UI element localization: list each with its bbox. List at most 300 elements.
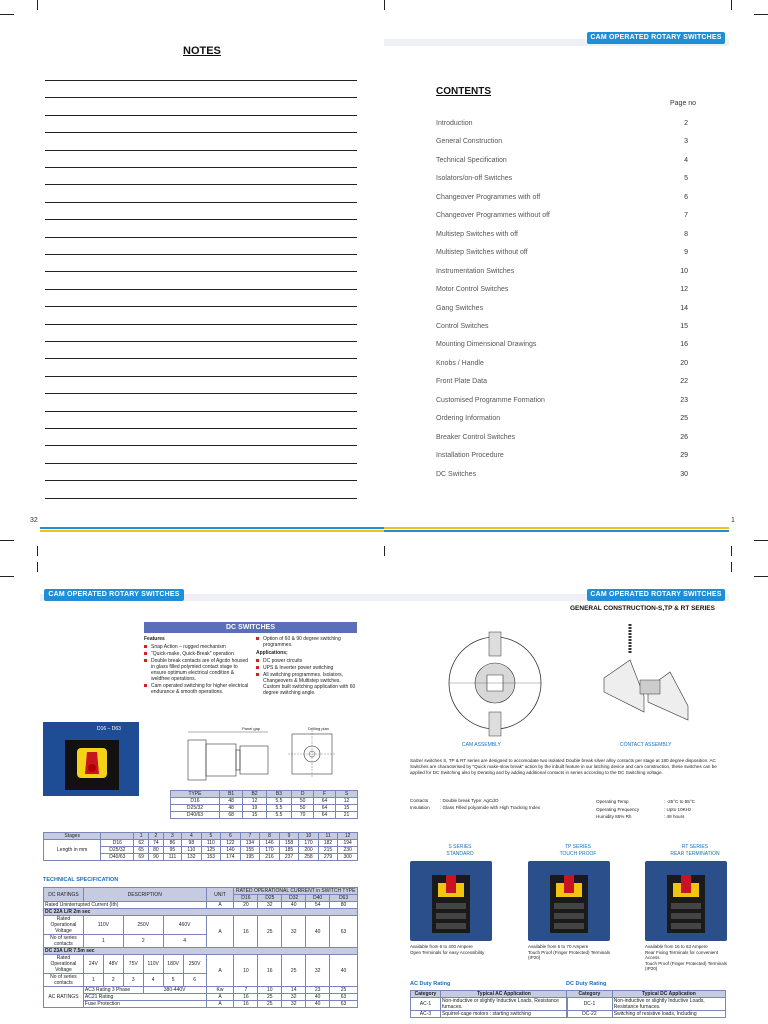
series-notes: [645, 944, 729, 972]
stages-cell: 158: [279, 840, 299, 847]
contents-item-label: Changeover Programmes with off: [436, 193, 541, 201]
spec-label: Operating Temp: [596, 799, 629, 804]
stages-cell: 95: [163, 847, 181, 854]
crop-mark: [731, 0, 732, 10]
duty-header: Category: [411, 991, 441, 998]
duty-header: Category: [567, 991, 613, 998]
stages-header: [101, 833, 134, 840]
contents-item-label: Front Plate Data: [436, 378, 487, 386]
table-row: [567, 998, 726, 1011]
value-cell: 40: [306, 994, 330, 1001]
crop-mark: [384, 546, 385, 556]
spec-row: [596, 806, 695, 814]
value-cell: 40: [282, 902, 306, 909]
feature-item: "Quick-make, Quick-Break" operation: [144, 651, 250, 657]
series-photo: [410, 861, 492, 941]
value-cell: 7: [234, 987, 258, 994]
note-line: [45, 393, 357, 394]
series-label: No of series contacts: [44, 935, 84, 948]
stages-cell: 98: [182, 840, 202, 847]
crop-mark: [754, 540, 768, 541]
value-cell: 16: [234, 1001, 258, 1008]
application-item: DC power circuits: [256, 658, 358, 664]
dim-cell: 19: [243, 805, 266, 812]
table-row: [44, 916, 358, 935]
spec-value: : Upto 10KHz: [664, 806, 692, 812]
duty-cell: AC-3: [411, 1011, 441, 1018]
stages-cell: 62: [134, 840, 149, 847]
table-row: [411, 991, 568, 998]
stages-header: 9: [279, 833, 299, 840]
feature-item: Cam operated switching for higher electrical endurance & smooth operations.: [144, 683, 250, 695]
type-header: D25: [258, 895, 282, 902]
table-row: [171, 812, 358, 819]
voltage-cell: 75V: [123, 955, 143, 974]
contents-item-label: Ordering Information: [436, 415, 501, 423]
contents-item-page: 10: [680, 267, 688, 275]
features-title: Features: [144, 636, 165, 642]
cam-assembly-icon: [440, 628, 550, 740]
ac-desc: AC3 Rating 3 Phase: [83, 987, 143, 994]
series-cell: 3: [123, 974, 143, 987]
contents-item-label: DC Switches: [436, 470, 477, 478]
stages-header: 12: [338, 833, 358, 840]
note-line: [45, 97, 357, 98]
contents-item[interactable]: [436, 452, 688, 462]
note-line: [45, 306, 357, 307]
table-row: [411, 1011, 568, 1018]
stages-cell: 279: [318, 854, 338, 861]
unit-cell: Kw: [206, 987, 234, 994]
dc-switch-photo: [43, 722, 139, 796]
duty-cell: Switching of resistive loads, Including: [612, 1011, 725, 1018]
voltage-cell: 460V: [163, 916, 206, 935]
contents-item-label: Instrumentation Switches: [436, 267, 515, 275]
contents-item-page: 15: [680, 322, 688, 330]
duty-cell: Non-inductive or slightly Inductive Loads, Resistance furnaces.: [440, 998, 567, 1011]
series-note: Available from 6 to 70 Ampere: [528, 944, 589, 949]
stages-cell: 125: [201, 847, 221, 854]
series-notes: [410, 944, 494, 955]
stages-header: 4: [182, 833, 202, 840]
spec-value: : 48 hours: [664, 814, 685, 819]
note-line: [45, 271, 357, 272]
note-line: [45, 445, 357, 446]
stages-table: [43, 832, 358, 861]
stages-cell: 170: [260, 847, 280, 854]
dim-cell: 64: [314, 805, 336, 812]
voltage-cell: 48V: [103, 955, 123, 974]
dc-ratings-header: DC RATINGS: [44, 888, 84, 902]
voltage-label: Rated Operational Voltage: [44, 955, 84, 974]
value-cell: 40: [330, 955, 358, 987]
table-row: [171, 798, 358, 805]
value-cell: 25: [258, 916, 282, 948]
dim-cell: 50: [292, 798, 314, 805]
table-row: [44, 955, 358, 974]
value-cell: 40: [306, 1001, 330, 1008]
stages-cell: D25/32: [101, 847, 134, 854]
footer-rule-yellow: [40, 530, 385, 532]
stages-cell: 110: [201, 840, 221, 847]
contents-item-label: Motor Control Switches: [436, 286, 509, 294]
stages-header: 8: [260, 833, 280, 840]
dim-cell: D16: [171, 798, 220, 805]
page-no-header: Page no: [670, 100, 697, 107]
contents-item-page: 9: [684, 249, 688, 257]
stages-cell: 80: [149, 847, 164, 854]
stages-cell: 237: [279, 854, 299, 861]
series-sub: STANDARD: [446, 851, 474, 857]
dimension-drawing: [180, 724, 360, 790]
contents-item-label: Multistep Switches with off: [436, 230, 518, 238]
stages-cell: 258: [299, 854, 319, 861]
contents-item[interactable]: [436, 471, 688, 481]
contact-assembly-drawing: [590, 620, 710, 740]
contents-item[interactable]: [436, 434, 688, 444]
contact-assembly-label: CONTACT ASSEMBLY: [620, 742, 672, 748]
stages-cell: 195: [240, 854, 260, 861]
crop-mark: [0, 576, 14, 577]
crop-mark: [0, 540, 14, 541]
contents-item[interactable]: [436, 323, 688, 333]
dim-cell: 5.5: [266, 798, 291, 805]
series-cell: 6: [183, 974, 206, 987]
note-line: [45, 202, 357, 203]
ac-duty-table: [410, 990, 568, 1018]
type-header: D16: [234, 895, 258, 902]
stages-cell: 90: [149, 854, 164, 861]
series-cell: 1: [83, 974, 103, 987]
contents-item[interactable]: [436, 305, 688, 315]
contents-item-page: 26: [680, 433, 688, 441]
dim-cell: 64: [314, 812, 336, 819]
series-name: RT SERIES: [681, 844, 709, 850]
rated-uninterrupted-label: Rated Uninterrupted Current (Ith): [44, 902, 207, 909]
dc-duty-title: DC Duty Rating: [566, 981, 607, 987]
note-line: [45, 150, 357, 151]
spec-row: [596, 798, 695, 806]
dim-cell: 48: [219, 805, 242, 812]
contents-item-label: Changeover Programmes without off: [436, 212, 550, 220]
type-header: D63: [330, 895, 358, 902]
dim-header: S: [336, 791, 358, 798]
contents-item-page: 29: [680, 452, 688, 460]
value-cell: 10: [234, 955, 258, 987]
brand-badge: CAM OPERATED ROTARY SWITCHES: [44, 589, 184, 601]
dim-cell: 15: [336, 805, 358, 812]
series-cell: 1: [83, 935, 123, 948]
contents-item[interactable]: [436, 157, 688, 167]
dc-duty-table: [566, 990, 726, 1018]
stages-cell: 111: [163, 854, 181, 861]
drilling-plan-label: Drilling plan: [308, 726, 329, 731]
contents-item[interactable]: [436, 138, 688, 148]
general-construction-title: GENERAL CONSTRUCTION-S,TP & RT SERIES: [570, 605, 715, 612]
value-cell: 23: [306, 987, 330, 994]
crop-mark: [384, 0, 385, 10]
panel-gap-label: Panel gap: [242, 726, 261, 731]
footer-rule-blue: [40, 527, 385, 529]
stages-cell: 153: [201, 854, 221, 861]
dim-cell: 21: [336, 812, 358, 819]
contents-title: CONTENTS: [436, 86, 491, 97]
note-line: [45, 480, 357, 481]
contents-item-page: 14: [680, 304, 688, 312]
unit-cell: A: [206, 1001, 234, 1008]
contents-item[interactable]: [436, 415, 688, 425]
contents-item-label: Gang Switches: [436, 304, 484, 312]
notes-title: NOTES: [183, 45, 221, 57]
note-line: [45, 498, 357, 499]
note-line: [45, 254, 357, 255]
stages-cell: 140: [221, 847, 241, 854]
value-cell: 80: [330, 902, 358, 909]
stages-cell: 215: [318, 847, 338, 854]
brand-badge: CAM OPERATED ROTARY SWITCHES: [587, 32, 725, 44]
value-cell: 16: [258, 955, 282, 987]
rotary-switch-icon: [645, 861, 727, 941]
application-item: All switching programmes. Isolators, Changeovers & Multistep switches. Custom built switching application with 60 degree switching angle.: [256, 672, 358, 696]
note-line: [45, 115, 357, 116]
stages-cell: 132: [182, 854, 202, 861]
crop-mark: [754, 576, 768, 577]
stages-cell: 146: [260, 840, 280, 847]
stages-cell: 200: [299, 847, 319, 854]
table-row: [44, 987, 358, 994]
table-row: [44, 948, 358, 955]
note-line: [45, 324, 357, 325]
contents-item[interactable]: [436, 397, 688, 407]
stages-header: Stages: [44, 833, 101, 840]
dim-header: B3: [266, 791, 291, 798]
note-line: [45, 411, 357, 412]
voltage-cell: 24V: [83, 955, 103, 974]
value-cell: 54: [306, 902, 330, 909]
contents-item[interactable]: [436, 231, 688, 241]
rotary-switch-icon: [43, 722, 139, 796]
duty-header: Typical AC Application: [440, 991, 567, 998]
contents-item-label: Knobs / Handle: [436, 359, 484, 367]
stages-cell: 170: [299, 840, 319, 847]
dim-cell: 64: [314, 798, 336, 805]
features-list: [144, 644, 250, 695]
note-line: [45, 184, 357, 185]
photo-label: D16 – D63: [97, 726, 121, 732]
contents-item[interactable]: [436, 212, 688, 222]
series-photo: [645, 861, 727, 941]
contents-item-page: 3: [684, 138, 688, 146]
note-line: [45, 376, 357, 377]
stages-header: 5: [201, 833, 221, 840]
value-cell: 63: [330, 916, 358, 948]
table-row: [44, 909, 358, 916]
table-row: [171, 805, 358, 812]
table-row: [44, 888, 358, 895]
contents-item[interactable]: [436, 268, 688, 278]
duty-cell: Non-inductive or slightly Inductive Loads, Resistance furnaces.: [612, 998, 725, 1011]
stages-header: 1: [134, 833, 149, 840]
ac-volt: 380-440V: [143, 987, 206, 994]
note-line: [45, 341, 357, 342]
contents-item-page: 25: [680, 415, 688, 423]
dc-switches-title: DC SWITCHES: [144, 622, 357, 633]
dim-cell: 15: [243, 812, 266, 819]
series-cell: 5: [163, 974, 183, 987]
series-note: Open Terminals for easy Accessibility: [410, 949, 485, 955]
type-header: D32: [282, 895, 306, 902]
series-cell: 2: [103, 974, 123, 987]
duty-cell: DC-22: [567, 1011, 613, 1018]
dim-cell: 48: [219, 798, 242, 805]
stages-cell: 134: [240, 840, 260, 847]
contents-item-label: Installation Procedure: [436, 452, 504, 460]
value-cell: 10: [258, 987, 282, 994]
ac-duty-title: AC Duty Rating: [410, 981, 451, 987]
dim-header: B1: [219, 791, 242, 798]
stages-cell: D16: [101, 840, 134, 847]
contents-item-page: 8: [684, 230, 688, 238]
value-cell: 14: [282, 987, 306, 994]
voltage-label: Rated Operational Voltage: [44, 916, 84, 935]
brand-badge: CAM OPERATED ROTARY SWITCHES: [587, 589, 725, 601]
contents-item-label: Control Switches: [436, 322, 489, 330]
dim-cell: 5.5: [266, 812, 291, 819]
spec-label: Insulation: [410, 804, 430, 810]
contents-item[interactable]: [436, 194, 688, 204]
contents-item[interactable]: [436, 360, 688, 370]
value-cell: 32: [258, 902, 282, 909]
duty-cell: DC-1: [567, 998, 613, 1011]
contents-item-label: General Construction: [436, 138, 503, 146]
dim-header: D: [292, 791, 314, 798]
stages-cell: 216: [260, 854, 280, 861]
contents-item-page: 23: [680, 396, 688, 404]
dim-cell: 5.5: [266, 805, 291, 812]
value-cell: 25: [258, 994, 282, 1001]
spec-label: Operating Frequency: [596, 806, 640, 812]
series-note: Touch Proof (Finger Protected) Terminals (IP20): [528, 949, 610, 960]
stages-cell: 74: [149, 840, 164, 847]
dimension-table: [170, 790, 358, 819]
contents-item-page: 7: [684, 212, 688, 220]
dim-cell: D25/32: [171, 805, 220, 812]
dim-cell: 12: [243, 798, 266, 805]
contents-item-page: 16: [680, 341, 688, 349]
contents-item[interactable]: [436, 378, 688, 388]
value-cell: 63: [330, 1001, 358, 1008]
unit-cell: A: [206, 916, 234, 948]
cam-assembly-label: CAM ASSEMBLY: [462, 742, 501, 748]
note-line: [45, 289, 357, 290]
stages-cell: 185: [279, 847, 299, 854]
crop-mark: [37, 546, 38, 556]
contents-item[interactable]: [436, 341, 688, 351]
table-row: [567, 1011, 726, 1018]
option-item: Option of 60 & 90 degree switching programmes.: [256, 636, 358, 648]
spec-label: Humidity 85% Rh: [596, 814, 632, 819]
stages-header: 3: [163, 833, 181, 840]
stages-header: 2: [149, 833, 164, 840]
feature-item: Snap Action – rugged mechanism: [144, 644, 250, 650]
unit-cell: A: [206, 955, 234, 987]
stages-cell: 194: [338, 840, 358, 847]
dim-cell: D40/63: [171, 812, 220, 819]
voltage-cell: 250V: [123, 916, 163, 935]
stages-cell: 155: [240, 847, 260, 854]
contents-item[interactable]: [436, 120, 688, 130]
stages-header: 6: [221, 833, 241, 840]
series-name: S SERIES: [448, 844, 472, 850]
applications-list: [256, 658, 358, 696]
crop-mark: [37, 0, 38, 10]
dc-features: [144, 636, 250, 696]
table-row: [44, 902, 358, 909]
contents-item-page: 6: [684, 193, 688, 201]
contents-item-page: 4: [684, 156, 688, 164]
value-cell: 32: [282, 916, 306, 948]
value-cell: 16: [234, 994, 258, 1001]
spec-label: Contacts: [410, 798, 429, 803]
value-cell: 16: [234, 916, 258, 948]
contents-item[interactable]: [436, 175, 688, 185]
contents-item-page: 22: [680, 378, 688, 386]
contents-item[interactable]: [436, 286, 688, 296]
stages-cell: 300: [338, 854, 358, 861]
spec-value: : Double break Type: AgCdO: [440, 798, 499, 803]
series-notes: [528, 944, 612, 961]
unit-header: UNIT: [206, 888, 234, 902]
series-name: TP SERIES: [564, 844, 592, 850]
series-label: No of series contacts: [44, 974, 84, 987]
construction-paragraph: Salzer switches S, TP & RT series are designed to accomodate two isolated Double break silver alloy contacts per stage at 180 degree disposition. AC Switches are characterised by "Quick make-slow break" action by the inbuilt feature in our latching device and cam construction, these switches can be applied for DC Switching also by Derating and by adding additional contacts in series according to the DC Switching voltage.: [410, 758, 717, 775]
contents-item-label: Technical Specification: [436, 156, 507, 164]
series-cell: 4: [143, 974, 163, 987]
note-line: [45, 167, 357, 168]
contents-item-label: Mounting Dimensional Drawings: [436, 341, 537, 349]
ac-desc: AC21 Rating: [83, 994, 206, 1001]
rated-current-header: RATED OPERATIONAL CURRENT in SWITCH TYPE: [234, 888, 358, 895]
contents-item-label: Customised Programme Formation: [436, 396, 545, 404]
note-line: [45, 428, 357, 429]
value-cell: 32: [282, 994, 306, 1001]
crop-mark: [37, 562, 38, 572]
contents-item[interactable]: [436, 249, 688, 259]
contents-item-page: 2: [684, 120, 688, 127]
dim-cell: 70: [292, 812, 314, 819]
stages-cell: D40/63: [101, 854, 134, 861]
stages-cell: 230: [338, 847, 358, 854]
dim-header: TYPE: [171, 791, 220, 798]
series-note: Touch Proof (Finger Protected) Terminals (IP20): [645, 960, 727, 971]
stages-cell: 122: [221, 840, 241, 847]
footer-rule-yellow: [384, 527, 729, 529]
dim-cell: 50: [292, 805, 314, 812]
dim-header: B2: [243, 791, 266, 798]
note-line: [45, 358, 357, 359]
contents-item-label: Breaker Control Switches: [436, 433, 515, 441]
ac-ratings-label: AC RATINGS: [44, 987, 84, 1008]
stages-cell: 182: [318, 840, 338, 847]
value-cell: 25: [282, 955, 306, 987]
stages-cell: 86: [163, 840, 181, 847]
contents-item-label: Multistep Switches without off: [436, 249, 528, 257]
table-row: [44, 1001, 358, 1008]
unit-cell: A: [206, 994, 234, 1001]
description-header: DESCRIPTION: [83, 888, 206, 902]
series-note: Rear Fixing Terminals for convenient Access: [645, 949, 718, 960]
stages-header: 7: [240, 833, 260, 840]
